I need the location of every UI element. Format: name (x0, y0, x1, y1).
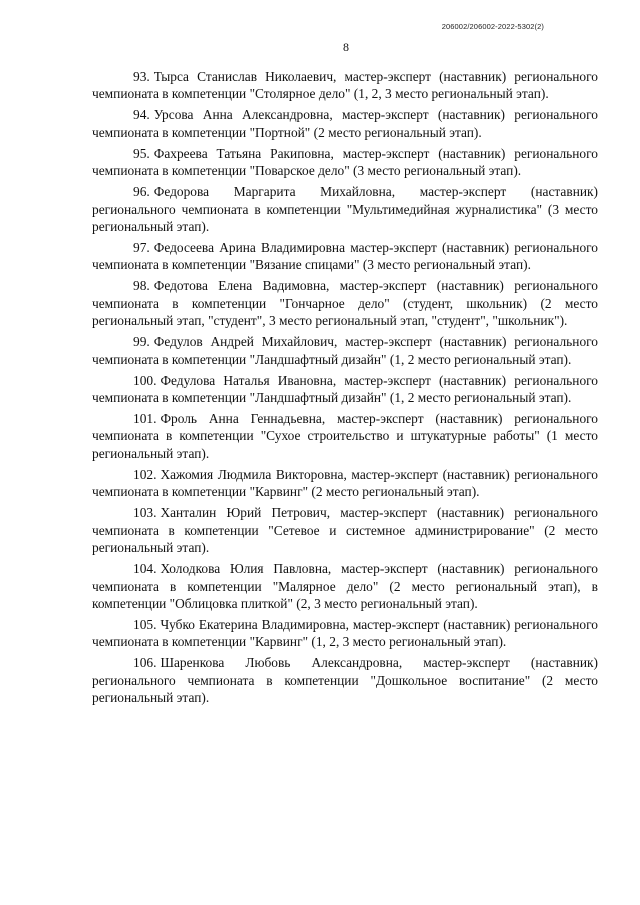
entry-number: 99. (133, 334, 150, 350)
page-number: 8 (343, 40, 349, 54)
entry-number: 97. (133, 240, 150, 256)
entry-number: 103. (133, 505, 157, 521)
entry-text: Федорова Маргарита Михайловна, мастер-эксперт (наставник) регионального чемпионата в компетенции "Мультимедийная журналистика" (3 место региональный этап). (92, 184, 598, 235)
entry-number: 102. (133, 466, 157, 482)
list-item (92, 466, 598, 501)
list-item (92, 410, 598, 462)
entry-text: Урсова Анна Александровна, мастер-эксперт (наставник) регионального чемпионата в компетенции "Портной" (2 место региональный этап). (92, 107, 598, 140)
list-item (92, 145, 598, 180)
entry-number: 101. (133, 411, 157, 427)
document-id: 206002/206002-2022-5302(2) (441, 22, 544, 31)
entry-number: 95. (133, 145, 150, 161)
entry-text: Федотова Елена Вадимовна, мастер-эксперт (наставник) регионального чемпионата в компетенции "Гончарное дело" (студент, школьник) (2 место региональный этап, "студент", 3 место региональный этап, "студент", "школьник"). (92, 278, 598, 329)
entry-text: Ханталин Юрий Петрович, мастер-эксперт (наставник) регионального чемпионата в компетенции "Сетевое и системное администрирование" (2 место региональный этап). (92, 505, 598, 556)
list-item (92, 239, 598, 274)
entry-text: Федулова Наталья Ивановна, мастер-эксперт (наставник) регионального чемпионата в компетенции "Ландшафтный дизайн" (1, 2 место региональный этап). (92, 372, 598, 406)
list-item (92, 106, 598, 141)
list-item (92, 183, 598, 235)
list-item (92, 68, 598, 103)
entry-text: Шаренкова Любовь Александровна, мастер-эксперт (наставник) регионального чемпионата в компетенции "Дошкольное воспитание" (2 место региональный этап). (92, 655, 598, 706)
list-item (92, 560, 598, 612)
entry-text: Федулов Андрей Михайлович, мастер-эксперт (наставник) регионального чемпионата в компетенции "Ландшафтный дизайн" (1, 2 место региональный этап). (92, 334, 598, 367)
entry-text: Чубко Екатерина Владимировна, мастер-эксперт (наставник) регионального чемпионата в компетенции "Карвинг" (1, 2, 3 место региональный этап). (92, 616, 598, 650)
entry-number: 94. (133, 107, 150, 123)
entry-number: 93. (133, 69, 150, 84)
entry-text: Холодкова Юлия Павловна, мастер-эксперт (наставник) регионального чемпионата в компетенции "Малярное дело" (2 место региональный этап), в компетенции "Облицовка плиткой" (2, 3 место региональный этап). (92, 561, 598, 611)
list-item (92, 333, 598, 368)
entry-text: Федосеева Арина Владимировна мастер-эксперт (наставник) регионального чемпионата в компетенции "Вязание спицами" (3 место региональный этап). (92, 240, 598, 273)
entry-number: 106. (133, 655, 157, 671)
entry-number: 105. (133, 616, 157, 632)
entry-text: Фахреева Татьяна Ракиповна, мастер-эксперт (наставник) регионального чемпионата в компетенции "Поварское дело" (3 место региональный этап). (92, 145, 598, 179)
entry-number: 104. (133, 561, 157, 577)
list-item (92, 372, 598, 407)
entry-text: Тырса Станислав Николаевич, мастер-эксперт (наставник) регионального чемпионата в компетенции "Столярное дело" (1, 2, 3 место региональный этап). (92, 69, 598, 102)
list-item (92, 654, 598, 706)
entry-number: 100. (133, 372, 157, 388)
entry-number: 96. (133, 184, 150, 200)
entry-list (92, 68, 598, 710)
list-item (92, 277, 598, 329)
entry-text: Хажомия Людмила Викторовна, мастер-эксперт (наставник) регионального чемпионата в компетенции "Карвинг" (2 место региональный этап). (92, 466, 598, 500)
entry-number: 98. (133, 278, 150, 294)
list-item (92, 504, 598, 556)
list-item (92, 616, 598, 651)
entry-text: Фроль Анна Геннадьевна, мастер-эксперт (наставник) регионального чемпионата в компетенции "Сухое строительство и штукатурные работы" (1 место региональный этап). (92, 411, 598, 461)
